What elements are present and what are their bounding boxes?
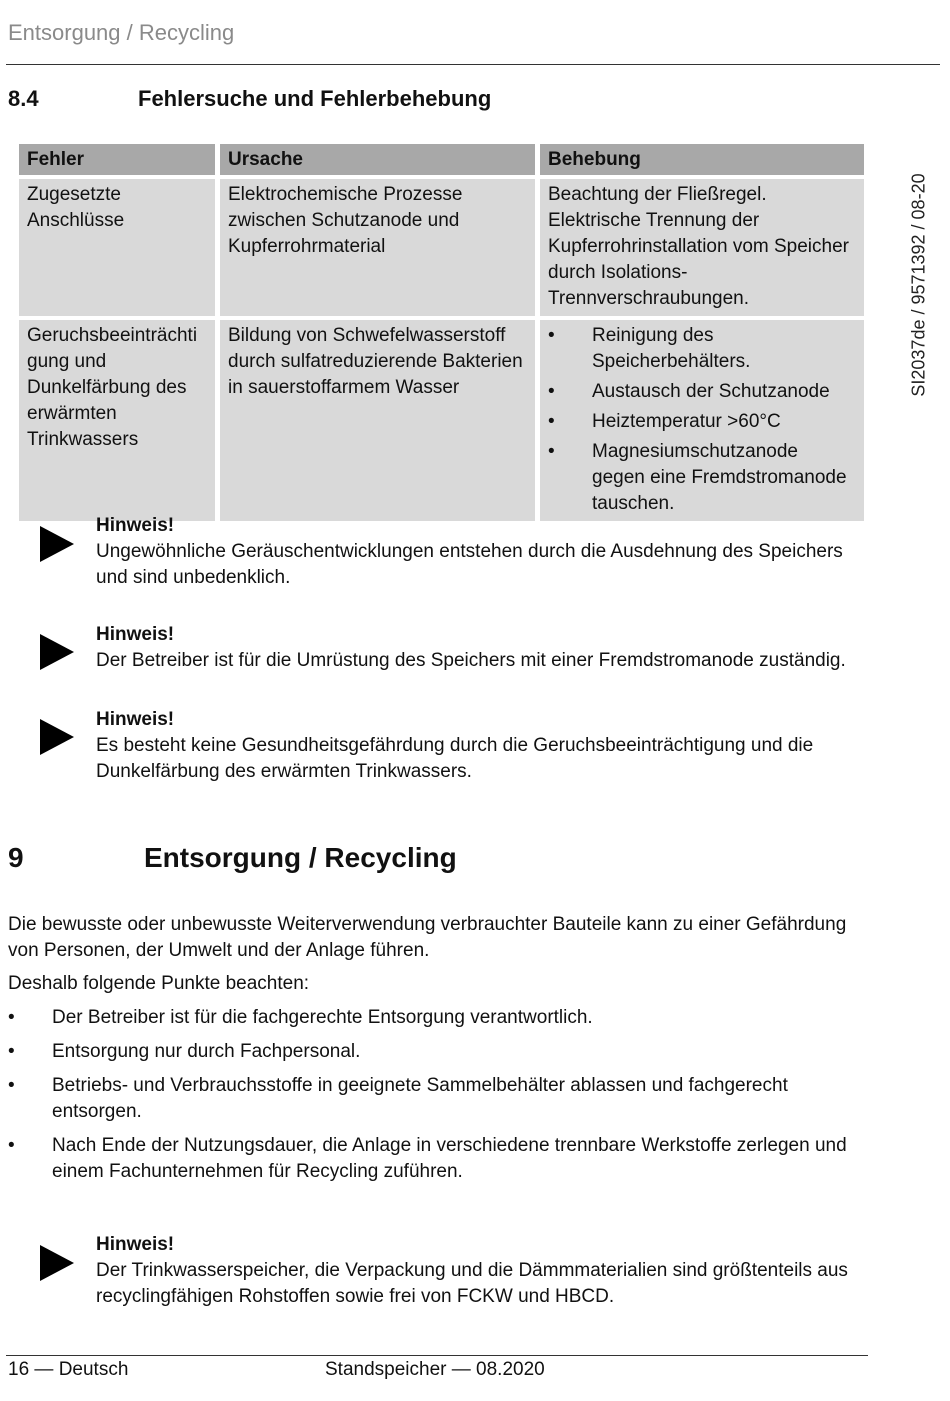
section-9-number: 9 (8, 842, 24, 873)
note-text: Es besteht keine Gesundheitsgefährdung durch die Geruchsbeeinträchtigung und die Dunkelfärbung des erwärmten Trinkwassers. (96, 735, 814, 782)
list-item (548, 379, 856, 405)
cell-fehler: Geruchsbeeinträchti gung und Dunkelfärbung des erwärmten Trinkwassers (19, 320, 215, 521)
list-item-text: Der Betreiber ist für die fachgerechte Entsorgung verantwortlich. (52, 1007, 593, 1028)
cell-behebung: Beachtung der Fließregel. Elektrische Trennung der Kupferrohrinstallation vom Speicher durch Isolations-Trennverschraubungen. (540, 179, 864, 316)
header-divider (6, 64, 940, 65)
note-arrow-icon (40, 1245, 74, 1281)
lead-paragraph: Deshalb folgende Punkte beachten: (8, 973, 310, 994)
cell-behebung (540, 320, 864, 521)
document-code: SI2037de / 9571392 / 08-20 (908, 173, 929, 397)
bullet: • (548, 441, 555, 462)
list-item (8, 1073, 868, 1125)
bullet: • (8, 1135, 15, 1156)
bullet: • (8, 1041, 15, 1062)
note-text: Ungewöhnliche Geräuschentwicklungen entstehen durch die Ausdehnung des Speichers und sind unbedenklich. (96, 541, 843, 588)
note-title: Hinweis! (96, 709, 175, 730)
section-8-4-number: 8.4 (8, 86, 39, 111)
list-item (548, 439, 856, 517)
list-item-text: Betriebs- und Verbrauchsstoffe in geeignete Sammelbehälter ablassen und fachgerecht entsorgen. (52, 1075, 788, 1122)
column-header-fehler: Fehler (19, 144, 215, 175)
bullet: • (8, 1075, 15, 1096)
list-item-text: Reinigung des Speicherbehälters. (592, 325, 751, 372)
footer-document-title: Standspeicher — 08.2020 (325, 1359, 545, 1380)
remedy-list (548, 323, 856, 517)
cell-fehler: Zugesetzte Anschlüsse (19, 179, 215, 316)
running-header: Entsorgung / Recycling (8, 20, 235, 45)
cell-ursache: Bildung von Schwefelwasserstoff durch sulfatreduzierende Bakterien in sauerstoffarmem Wasser (220, 320, 535, 521)
list-item (8, 1039, 868, 1065)
note-text: Der Betreiber ist für die Umrüstung des Speichers mit einer Fremdstromanode zuständig. (96, 650, 846, 671)
list-item-text: Entsorgung nur durch Fachpersonal. (52, 1041, 361, 1062)
bullet: • (8, 1007, 15, 1028)
list-item (548, 409, 856, 435)
list-item-text: Nach Ende der Nutzungsdauer, die Anlage in verschiedene trennbare Werkstoffe zerlegen und einem Fachunternehmen für Recycling zuführen. (52, 1135, 847, 1182)
bullet: • (548, 411, 555, 432)
note-title: Hinweis! (96, 1234, 175, 1255)
list-item-text: Heiztemperatur >60°C (592, 411, 781, 432)
list-item (8, 1005, 868, 1031)
footer-divider (6, 1355, 868, 1356)
disposal-list (8, 1005, 868, 1193)
list-item (8, 1133, 868, 1185)
list-item-text: Austausch der Schutzanode (592, 381, 830, 402)
section-9-title: Entsorgung / Recycling (144, 842, 457, 873)
note-1 (96, 513, 866, 591)
note-title: Hinweis! (96, 624, 175, 645)
note-arrow-icon (40, 526, 74, 562)
list-item (548, 323, 856, 375)
list-item-text: Magnesiumschutzanode gegen eine Fremdstromanode tauschen. (592, 441, 847, 514)
note-arrow-icon (40, 719, 74, 755)
table-header-row (19, 144, 864, 175)
note-4 (96, 1232, 866, 1310)
bullet: • (548, 381, 555, 402)
note-text: Der Trinkwasserspeicher, die Verpackung und die Dämmmaterialien sind größtenteils aus recyclingfähigen Rohstoffen sowie frei von FCKW und HBCD. (96, 1260, 848, 1307)
note-arrow-icon (40, 634, 74, 670)
table-row (19, 320, 864, 521)
column-header-ursache: Ursache (220, 144, 535, 175)
bullet: • (548, 325, 555, 346)
troubleshooting-table (14, 140, 869, 525)
note-3 (96, 707, 866, 785)
section-8-4-title: Fehlersuche und Fehlerbehebung (138, 86, 492, 111)
table-row (19, 179, 864, 316)
page-number: 16 — Deutsch (8, 1359, 129, 1380)
note-2 (96, 622, 866, 674)
intro-paragraph: Die bewusste oder unbewusste Weiterverwendung verbrauchter Bauteile kann zu einer Gefährdung von Personen, der Umwelt und der Anlage führen. (8, 914, 847, 961)
note-title: Hinweis! (96, 515, 175, 536)
cell-ursache: Elektrochemische Prozesse zwischen Schutzanode und Kupferrohrmaterial (220, 179, 535, 316)
column-header-behebung: Behebung (540, 144, 864, 175)
